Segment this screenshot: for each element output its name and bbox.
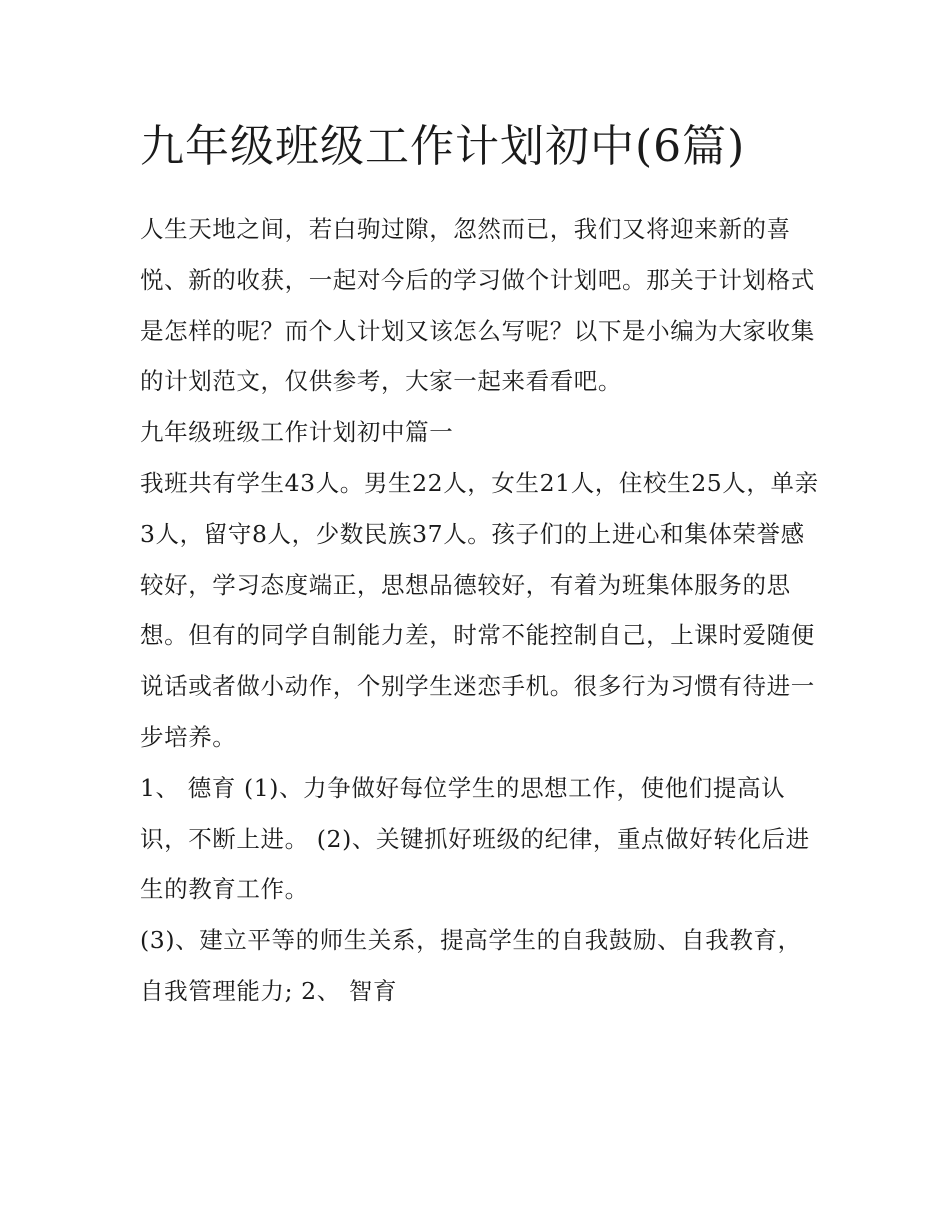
document-title: 九年级班级工作计划初中(6篇) — [140, 121, 746, 172]
self-management-paragraph: (3)、建立平等的师生关系，提高学生的自我鼓励、自我教育，自我管理能力; 2、 智育 — [140, 926, 802, 1005]
class-overview-paragraph: 我班共有学生43人。男生22人，女生21人，住校生25人，单亲3人，留守8人，少数民族37人。孩子们的上进心和集体荣誉感较好，学习态度端正，思想品德较好，有着为班集体服务的思想。但有的同学自制能力差，时常不能控制自己，上课时爱随便说话或者做小动作，个别学生迷恋手机。很多行为习惯有待进一步培养。 — [140, 468, 819, 751]
section-heading: 九年级班级工作计划初中篇一 — [140, 418, 454, 447]
document-page — [140, 112, 820, 1017]
intro-paragraph: 人生天地之间，若白驹过隙，忽然而已，我们又将迎来新的喜悦、新的收获，一起对今后的学习做个计划吧。那关于计划格式是怎样的呢？而个人计划又该怎么写呢？以下是小编为大家收集的计划范文，仅供参考，大家一起来看看吧。 — [140, 215, 815, 396]
moral-education-paragraph: 1、 德育 (1)、力争做好每位学生的思想工作，使他们提高认识，不断上进。 (2)、关键抓好班级的纪律，重点做好转化后进生的教育工作。 — [140, 773, 810, 904]
